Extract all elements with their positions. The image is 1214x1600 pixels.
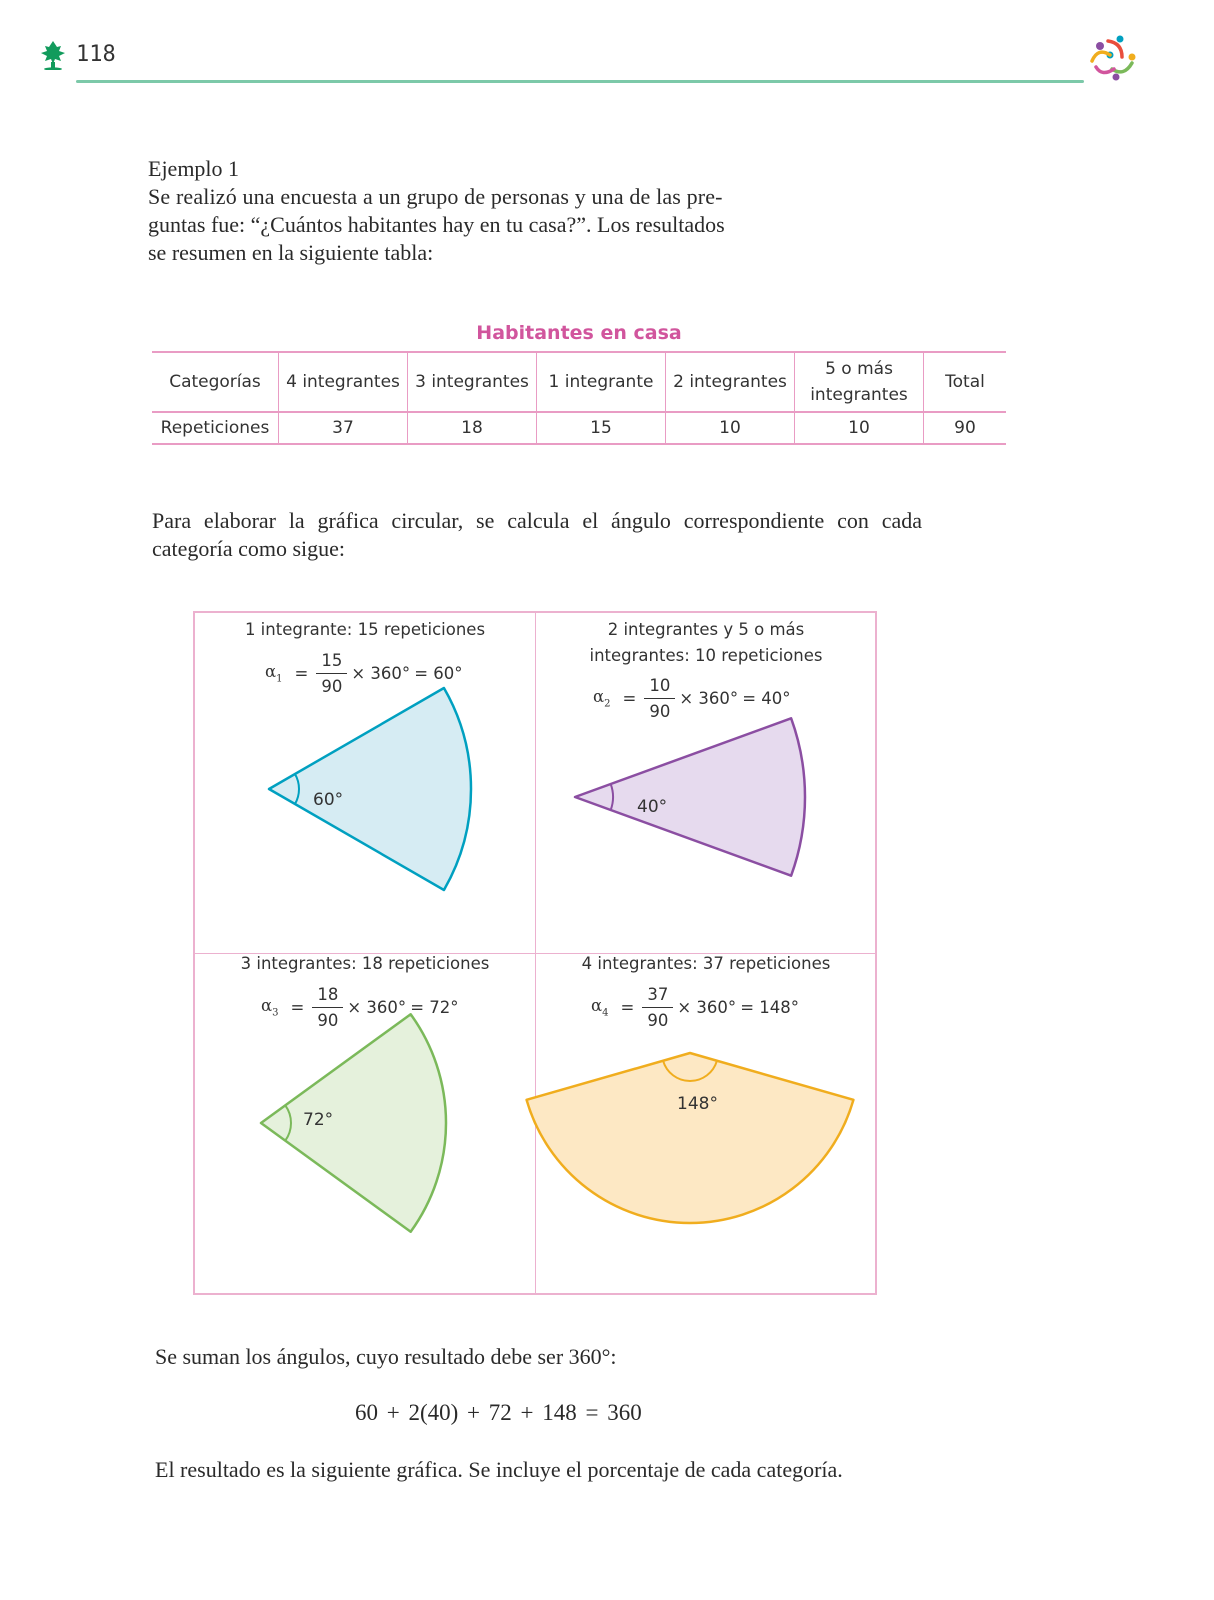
sum-equation: 60 + 2(40) + 72 + 148 = 360 bbox=[355, 1400, 642, 1425]
instruction-text: Para elaborar la gráfica circular, se calcula el ángulo correspondiente con cada categoría como sigue: bbox=[152, 508, 922, 561]
table-cell: 18 bbox=[408, 412, 537, 444]
fraction: $\frac{37}{90}$ bbox=[642, 985, 673, 1030]
angle-formula: $\alpha_1$ = $\frac{15}{90}$ × 360° = 60° bbox=[265, 651, 463, 696]
cell-title: 1 integrante: 15 repeticiones bbox=[244, 620, 486, 639]
page-number: 118 bbox=[76, 42, 116, 67]
result-text: El resultado es la siguiente gráfica. Se incluye el porcentaje de cada categoría. bbox=[155, 1457, 843, 1482]
fraction: $\frac{10}{90}$ bbox=[644, 676, 675, 721]
sector-grid bbox=[193, 611, 877, 1295]
angle-label: 40° bbox=[637, 797, 668, 817]
table-cell: 37 bbox=[279, 412, 408, 444]
table-header-cell: 3 integrantes bbox=[408, 352, 537, 412]
intro-line: se resumen en la siguiente tabla: bbox=[148, 240, 434, 265]
angle-label: 148° bbox=[677, 1094, 718, 1114]
table-header-cell: 1 integrante bbox=[537, 352, 666, 412]
angle-label: 72° bbox=[303, 1110, 334, 1130]
fraction: $\frac{18}{90}$ bbox=[312, 985, 343, 1030]
table-row-label: Repeticiones bbox=[152, 412, 279, 444]
table-cell: 15 bbox=[537, 412, 666, 444]
sum-text: Se suman los ángulos, cuyo resultado debe ser 360°: bbox=[155, 1344, 617, 1369]
table-header-row bbox=[152, 352, 1006, 412]
cell-title: 4 integrantes: 37 repeticiones bbox=[581, 954, 831, 973]
table-cell: 10 bbox=[795, 412, 924, 444]
angle-label: 60° bbox=[313, 790, 344, 810]
alpha-symbol: $\alpha_2$ bbox=[593, 687, 611, 710]
fraction: $\frac{15}{90}$ bbox=[316, 651, 347, 696]
table-header-cell: 4 integrantes bbox=[279, 352, 408, 412]
alpha-symbol: $\alpha_3$ bbox=[261, 996, 279, 1019]
tree-icon bbox=[40, 40, 66, 75]
table-title: Habitantes en casa bbox=[476, 322, 682, 344]
angle-formula: $\alpha_3$ = $\frac{18}{90}$ × 360° = 72° bbox=[261, 985, 459, 1030]
example-heading: Ejemplo 1 bbox=[148, 156, 240, 181]
sector-shape bbox=[527, 1053, 854, 1223]
intro-line: Se realizó una encuesta a un grupo de personas y una de las pre- bbox=[148, 184, 723, 209]
table-cell: 10 bbox=[666, 412, 795, 444]
angle-formula: $\alpha_4$ = $\frac{37}{90}$ × 360° = 148° bbox=[591, 985, 800, 1030]
cell-title: 3 integrantes: 18 repeticiones bbox=[240, 954, 490, 973]
cell-title: 2 integrantes y 5 o más integrantes: 10 repeticiones bbox=[589, 620, 823, 665]
intro-text bbox=[148, 155, 768, 267]
people-circle-icon bbox=[1088, 33, 1138, 88]
table-header-cell: Categorías bbox=[152, 352, 279, 412]
alpha-symbol: $\alpha_1$ bbox=[265, 662, 283, 685]
sector-4 bbox=[195, 613, 875, 1293]
table-header-cell: Total bbox=[924, 352, 1007, 412]
table-header-cell: 2 integrantes bbox=[666, 352, 795, 412]
intro-line: guntas fue: “¿Cuántos habitantes hay en tu casa?”. Los resultados bbox=[148, 212, 725, 237]
alpha-symbol: $\alpha_4$ bbox=[591, 996, 609, 1019]
angle-formula: $\alpha_2$ = $\frac{10}{90}$ × 360° = 40° bbox=[593, 676, 791, 721]
table-cell: 90 bbox=[924, 412, 1007, 444]
data-table bbox=[152, 351, 1006, 445]
header-rule bbox=[76, 80, 1084, 83]
table-header-cell: 5 o más integrantes bbox=[795, 352, 924, 412]
table-row bbox=[152, 412, 1006, 444]
